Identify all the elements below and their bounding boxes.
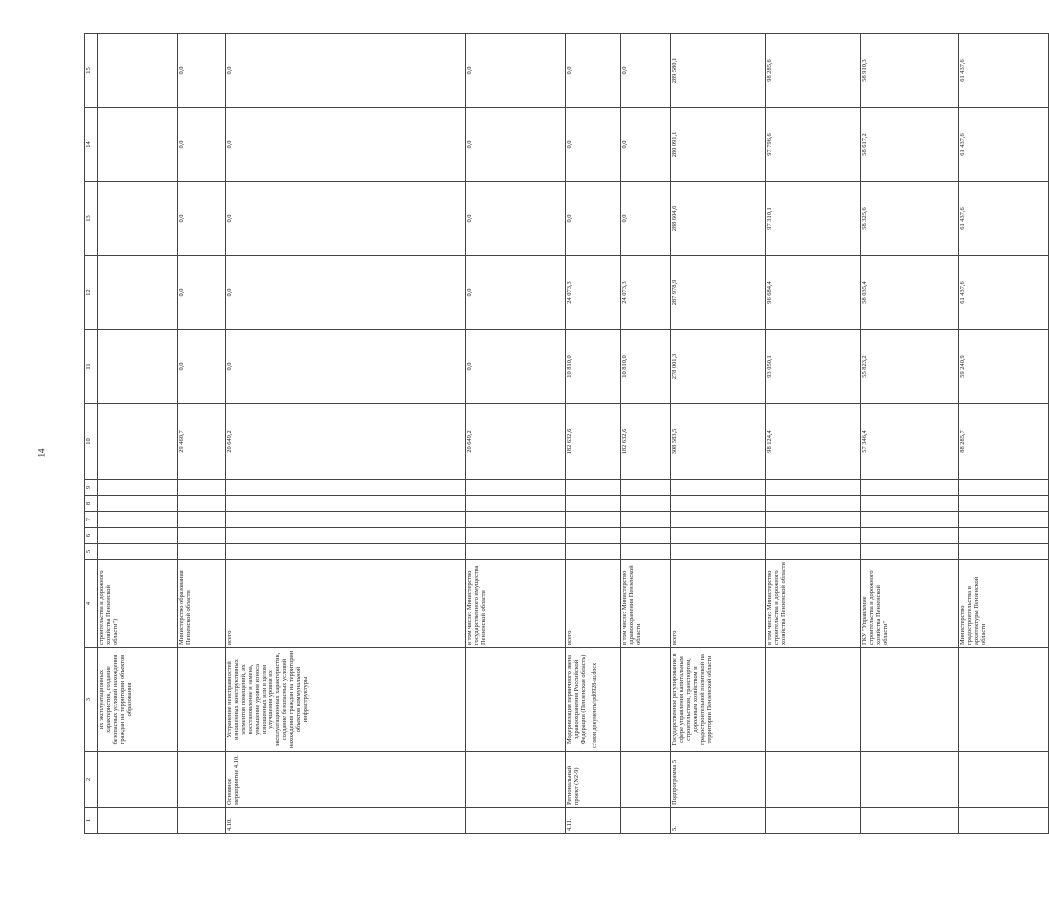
table-cell: 5. xyxy=(671,808,766,834)
table-cell: 96 684,4 xyxy=(766,256,861,330)
table-cell: 97 310,1 xyxy=(766,182,861,256)
table-row xyxy=(959,34,1049,834)
table-cell: Устранение неисправностей изношенных конструктивных элементов помещений, их восстановление и замена, умеьшение уровня износа изношенных или в целом улучшения уровня их эксплуатационных характеристик, создание безопасных условий нахождения граждан на территории объектов коммунальной инфраструктуры xyxy=(226,648,466,752)
table-row xyxy=(98,34,178,834)
table-cell: 61 437,6 xyxy=(959,256,1049,330)
table-cell: 182 632,6 xyxy=(621,404,671,480)
table-cell xyxy=(466,808,566,834)
table-row xyxy=(671,34,766,834)
table-cell xyxy=(98,108,178,182)
table-cell: 0,0 xyxy=(226,256,466,330)
table-cell xyxy=(466,648,566,752)
table-cell xyxy=(466,752,566,808)
budget-table xyxy=(84,33,1049,834)
table-cell xyxy=(178,496,226,512)
table-cell: Министерство градостроительства и архитектуры Пензенской области xyxy=(959,560,1049,648)
table-cell xyxy=(98,182,178,256)
table-row xyxy=(766,34,861,834)
table-cell: 0,0 xyxy=(566,182,621,256)
table-cell: 0,0 xyxy=(621,108,671,182)
table-cell: строительства и дорожного хозяйства Пензенской области") xyxy=(98,560,178,648)
table-cell: 97 796,6 xyxy=(766,108,861,182)
table-cell: 10 810,0 xyxy=(621,330,671,404)
table-cell xyxy=(226,544,466,560)
table-cell xyxy=(566,528,621,544)
table-cell: 0,0 xyxy=(226,34,466,108)
table-cell: 0,0 xyxy=(226,330,466,404)
table-cell: 58 617,2 xyxy=(861,108,959,182)
table-cell: в том числе: Министерство государственного имущества Пензенской области xyxy=(466,560,566,648)
table-cell xyxy=(861,808,959,834)
table-cell xyxy=(98,808,178,834)
table-cell xyxy=(98,34,178,108)
table-cell xyxy=(959,648,1049,752)
column-header-4: 4 xyxy=(85,560,98,648)
page-number: 14 xyxy=(36,448,47,458)
table-cell xyxy=(226,512,466,528)
table-cell xyxy=(178,544,226,560)
table-cell: их эксплуатационных характеристик, создание безопасных условий нахождения граждан на территории объектов образования xyxy=(98,648,178,752)
table-cell: 61 437,6 xyxy=(959,34,1049,108)
footer-file-path: c:\мои документы\pd0928-ш.docx xyxy=(592,662,598,748)
table-cell xyxy=(98,752,178,808)
table-cell: 288 604,6 xyxy=(671,182,766,256)
table-cell xyxy=(98,480,178,496)
table-cell: 308 583,5 xyxy=(671,404,766,480)
table-cell: 0,0 xyxy=(466,330,566,404)
column-header-13: 13 xyxy=(85,182,98,256)
table-cell: Региональный проект (N2-9) xyxy=(566,752,621,808)
table-cell xyxy=(766,528,861,544)
table-cell xyxy=(671,512,766,528)
table-cell: 4.10. xyxy=(226,808,466,834)
table-cell xyxy=(178,528,226,544)
table-cell: Основное мероприятие 4.10. xyxy=(226,752,466,808)
table-cell xyxy=(861,480,959,496)
table-cell xyxy=(621,544,671,560)
table-cell: 0,0 xyxy=(226,108,466,182)
table-cell: Государственное регулирование в сфере управления капитальным строительством, транспортом, дорожным хозяйством и градостроительной политикой на территории Пензенской области xyxy=(671,648,766,752)
table-cell xyxy=(621,528,671,544)
table-cell xyxy=(178,480,226,496)
table-cell xyxy=(959,480,1049,496)
table-cell xyxy=(861,512,959,528)
column-header-15: 15 xyxy=(85,34,98,108)
table-cell: 93 050,1 xyxy=(766,330,861,404)
table-cell: 10 810,0 xyxy=(566,330,621,404)
column-header-1: 1 xyxy=(85,808,98,834)
table-cell: ГКУ "Управление строительства и дорожного хозяйства Пензенской области" xyxy=(861,560,959,648)
table-cell xyxy=(861,648,959,752)
table-cell: 4.11. xyxy=(566,808,621,834)
table-cell: 289 580,1 xyxy=(671,34,766,108)
table-cell: 0,0 xyxy=(466,182,566,256)
table-cell: 0,0 xyxy=(566,108,621,182)
table-cell xyxy=(766,480,861,496)
table-cell: Модернизация первичного звена здравоохранения Российской Федерации (Пензенская область) xyxy=(566,648,621,752)
table-cell: 58 910,3 xyxy=(861,34,959,108)
column-header-8: 8 xyxy=(85,496,98,512)
table-cell xyxy=(671,496,766,512)
table-cell xyxy=(98,528,178,544)
table-cell: 0,0 xyxy=(178,108,226,182)
table-cell: 0,0 xyxy=(226,182,466,256)
column-header-9: 9 xyxy=(85,480,98,496)
table-cell: всего xyxy=(671,560,766,648)
column-header-14: 14 xyxy=(85,108,98,182)
table-cell: 182 632,6 xyxy=(566,404,621,480)
table-cell: в том числе: Министерство строительства и дорожного хозяйства Пензенской области xyxy=(766,560,861,648)
table-cell xyxy=(959,512,1049,528)
table-cell: всего xyxy=(566,560,621,648)
table-cell xyxy=(466,496,566,512)
column-header-11: 11 xyxy=(85,330,98,404)
table-cell xyxy=(98,404,178,480)
column-header-2: 2 xyxy=(85,752,98,808)
table-cell xyxy=(959,496,1049,512)
table-cell: 0,0 xyxy=(466,256,566,330)
table-cell: в том числе: Министерство здравоохранения Пензенской области xyxy=(621,560,671,648)
column-header-6: 6 xyxy=(85,528,98,544)
table-cell xyxy=(766,752,861,808)
table-cell: 24 073,3 xyxy=(621,256,671,330)
table-cell xyxy=(861,528,959,544)
table-cell xyxy=(566,480,621,496)
table-cell: 58 035,4 xyxy=(861,256,959,330)
column-header-7: 7 xyxy=(85,512,98,528)
table-cell xyxy=(178,512,226,528)
table-cell xyxy=(566,496,621,512)
column-header-5: 5 xyxy=(85,544,98,560)
table-cell xyxy=(226,528,466,544)
table-cell xyxy=(861,544,959,560)
table-cell: 0,0 xyxy=(178,182,226,256)
table-cell xyxy=(861,496,959,512)
table-cell xyxy=(98,330,178,404)
table-cell: 29 460,7 xyxy=(178,404,226,480)
table-cell xyxy=(621,808,671,834)
table-cell: 20 649,2 xyxy=(226,404,466,480)
table-row xyxy=(621,34,671,834)
table-cell: 0,0 xyxy=(621,34,671,108)
table-cell: 88 285,7 xyxy=(959,404,1049,480)
table-cell: 0,0 xyxy=(466,34,566,108)
table-cell: 59 240,9 xyxy=(959,330,1049,404)
table-cell: 55 823,2 xyxy=(861,330,959,404)
table-cell xyxy=(466,544,566,560)
table-cell: 20 649,2 xyxy=(466,404,566,480)
table-cell: 278 001,3 xyxy=(671,330,766,404)
table-cell xyxy=(959,528,1049,544)
table-cell: 0,0 xyxy=(178,34,226,108)
table-cell xyxy=(766,808,861,834)
table-cell xyxy=(466,528,566,544)
table-cell: 280 091,1 xyxy=(671,108,766,182)
table-header-row xyxy=(85,34,98,834)
table-cell: Министерство образования Пензенской области xyxy=(178,560,226,648)
table-cell: 0,0 xyxy=(466,108,566,182)
table-cell: всего xyxy=(226,560,466,648)
table-cell: 0,0 xyxy=(178,256,226,330)
table-cell xyxy=(178,808,226,834)
table-row xyxy=(466,34,566,834)
table-cell xyxy=(566,512,621,528)
table-cell xyxy=(959,808,1049,834)
table-cell xyxy=(178,648,226,752)
table-cell xyxy=(178,752,226,808)
table-cell xyxy=(621,496,671,512)
table-cell xyxy=(621,752,671,808)
table-cell: 0,0 xyxy=(178,330,226,404)
table-cell: 24 073,3 xyxy=(566,256,621,330)
table-cell xyxy=(621,480,671,496)
table-cell: 61 437,6 xyxy=(959,182,1049,256)
table-cell: 0,0 xyxy=(621,182,671,256)
table-cell: 287 978,9 xyxy=(671,256,766,330)
table-cell: 58 325,6 xyxy=(861,182,959,256)
table-cell xyxy=(466,512,566,528)
table-cell: 0,0 xyxy=(566,34,621,108)
table-cell xyxy=(671,544,766,560)
table-cell xyxy=(466,480,566,496)
table-cell xyxy=(98,256,178,330)
table-cell: Подпрограмма 5 xyxy=(671,752,766,808)
column-header-12: 12 xyxy=(85,256,98,330)
table-cell xyxy=(959,752,1049,808)
table-cell xyxy=(766,496,861,512)
table-cell xyxy=(766,544,861,560)
table-cell: 57 346,4 xyxy=(861,404,959,480)
table-cell xyxy=(566,544,621,560)
table-cell xyxy=(959,544,1049,560)
table-cell xyxy=(766,512,861,528)
table-cell xyxy=(226,480,466,496)
table-cell: 98 285,6 xyxy=(766,34,861,108)
table-cell xyxy=(98,512,178,528)
budget-table-container xyxy=(84,34,987,834)
table-cell xyxy=(226,496,466,512)
column-header-3: 3 xyxy=(85,648,98,752)
table-cell xyxy=(671,480,766,496)
table-row xyxy=(226,34,466,834)
table-cell xyxy=(671,528,766,544)
table-cell xyxy=(621,648,671,752)
table-cell xyxy=(98,496,178,512)
table-row xyxy=(178,34,226,834)
table-cell xyxy=(766,648,861,752)
table-cell xyxy=(621,512,671,528)
table-row xyxy=(861,34,959,834)
table-cell: 61 437,6 xyxy=(959,108,1049,182)
table-cell: 98 124,4 xyxy=(766,404,861,480)
table-cell xyxy=(98,544,178,560)
table-cell xyxy=(861,752,959,808)
column-header-10: 10 xyxy=(85,404,98,480)
